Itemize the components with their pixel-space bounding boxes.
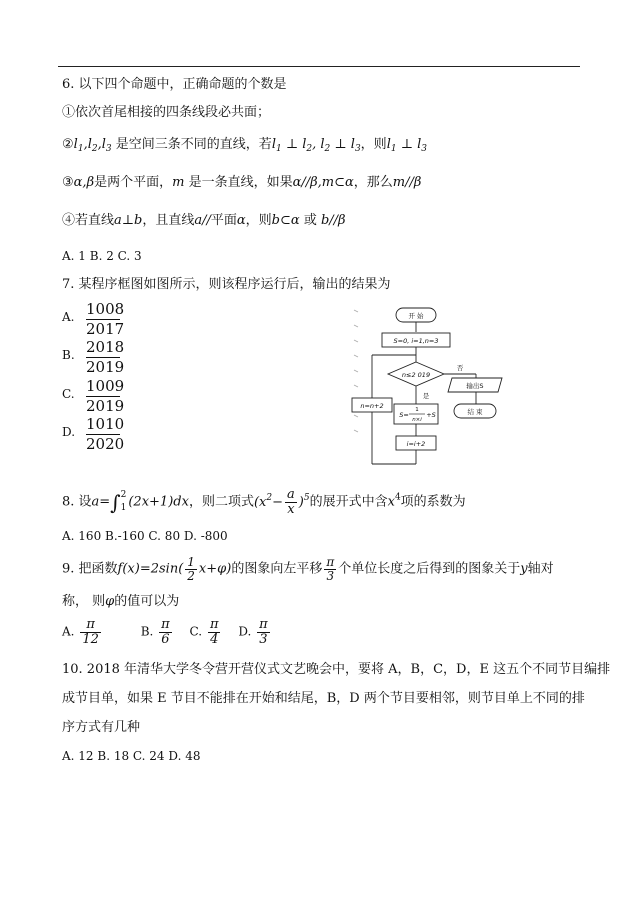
q8-integral-sign: ∫ [110,490,121,515]
q7-option-a-label: A. [62,310,75,324]
q6-stem: 6. 以下四个命题中，正确命题的个数是 [62,77,287,92]
q9-stem-line2: 称， 则φ的值可以为 [62,594,180,609]
q8-stem: 8. 设a=∫ 2 1 (2x+1)dx，则二项式($x^2-$ $\frac{a}{x}$ )$^5$的展开式中含$x^4$项的系数为 [62,487,466,517]
q6-p4-cond2: a// [194,213,211,228]
q6-p2-lines: $l_1,l_2,l_3$ [73,137,112,154]
q7-stem: 7. 某程序框图如图所示，则该程序运行后，输出的结果为 [62,277,391,292]
flow-yes-text: 是 [422,392,430,400]
q6-proposition-4: ④若直线a⊥b，且直线a//平面α，则b⊂α 或 b//β [62,213,346,228]
q6-proposition-3: ③α,β是两个平面，m 是一条直线，如果α//β,m⊂α，那么m//β [62,175,422,190]
flow-s-left: S= [399,411,409,419]
q10-line-1: 10. 2018 年清华大学冬令营开营仪式文艺晚会中，要将 A，B，C，D，E 这五个不同节目编排 [62,662,611,677]
q6-p3-m: m [172,175,185,190]
q7-option-d-label: D. [62,425,76,439]
flow-s-den: n×i [412,417,422,423]
q6-proposition-1: ①依次首尾相接的四条线段必共面； [62,105,271,120]
flow-output-text: 输出S [466,382,484,390]
q7-option-d: $\frac{1010}{2020}$ [86,415,125,453]
q6-p2-mid: 是空间三条不同的直线，若 [115,137,272,152]
q6-p2-cond: $l_1$ ⊥ $l_2$, $l_2$ ⊥ $l_3$ [271,137,361,154]
q8-options: A. 160 B.-160 C. 80 D. -800 [62,529,228,543]
q10-options: A. 12 B. 18 C. 24 D. 48 [62,749,201,763]
q6-proposition-2 [62,136,427,158]
q7-option-b-label: B. [62,348,75,362]
q6-p3-cond: α//β,m⊂α [292,175,354,190]
flow-n-text: n=n+2 [360,402,384,410]
q6-options: A. 1 B. 2 C. 3 [62,249,142,263]
q6-p4-concl2: b//β [320,213,346,228]
flow-no-text: 否 [456,364,464,372]
q6-p4-cond1: a⊥b [114,213,143,228]
q10-line-2: 成节目单，如果 E 节目不能排在开始和结尾，B，D 两个节目要相邻，则节目单上不同的排 [62,691,585,706]
flowchart-margin-ticks [354,310,358,432]
flow-i-text: i=i+2 [406,440,426,448]
flow-start-text: 开 始 [408,312,424,320]
q10-line-3: 序方式有几种 [62,720,141,735]
q7-option-c-label: C. [62,387,75,401]
q6-p4-concl1: b⊂α [271,213,300,228]
flow-cond-text: n≤2 019 [401,371,431,379]
q6-p2-concl: $l_1$ ⊥ $l_3$ [386,137,427,154]
q8-binomial: ($x^2-$ $\frac{a}{x}$ )$^5$ [253,487,310,517]
q7-option-c: $\frac{1009}{2019}$ [86,377,125,415]
q6-p3-concl: m//β [392,175,422,190]
q6-p2-prefix: ② [62,137,74,152]
q7-option-b: $\frac{2018}{2019}$ [86,338,125,376]
q8-a-eq: a= [91,494,111,510]
flow-init-text: S=0, i=1,n=3 [393,337,439,345]
q8-integrand: (2x+1)dx [128,494,189,510]
q9-stem: 9. 把函数f(x)=2sin( $\frac{1}{2}$ x+φ)的图象向左平移 $\frac{\pi}{3}$ 个单位长度之后得到的图象关于y轴对 [62,555,554,583]
q7-flowchart [340,300,520,470]
q7-option-a: $\frac{1008}{2017}$ [86,300,125,338]
flow-end-text: 结 束 [467,408,483,416]
flow-s-right: +S [426,411,436,419]
header-rule [58,66,580,67]
q9-options: A. $\frac{\pi}{12}$ B. $\frac{\pi}{6}$ C. $\frac{\pi}{4}$ D. $\frac{\pi}{3}$ [62,617,268,647]
q6-p3-planes: α,β [73,175,95,190]
q6-p2-then: ，则 [360,137,387,152]
flow-s-num: 1 [415,407,419,413]
